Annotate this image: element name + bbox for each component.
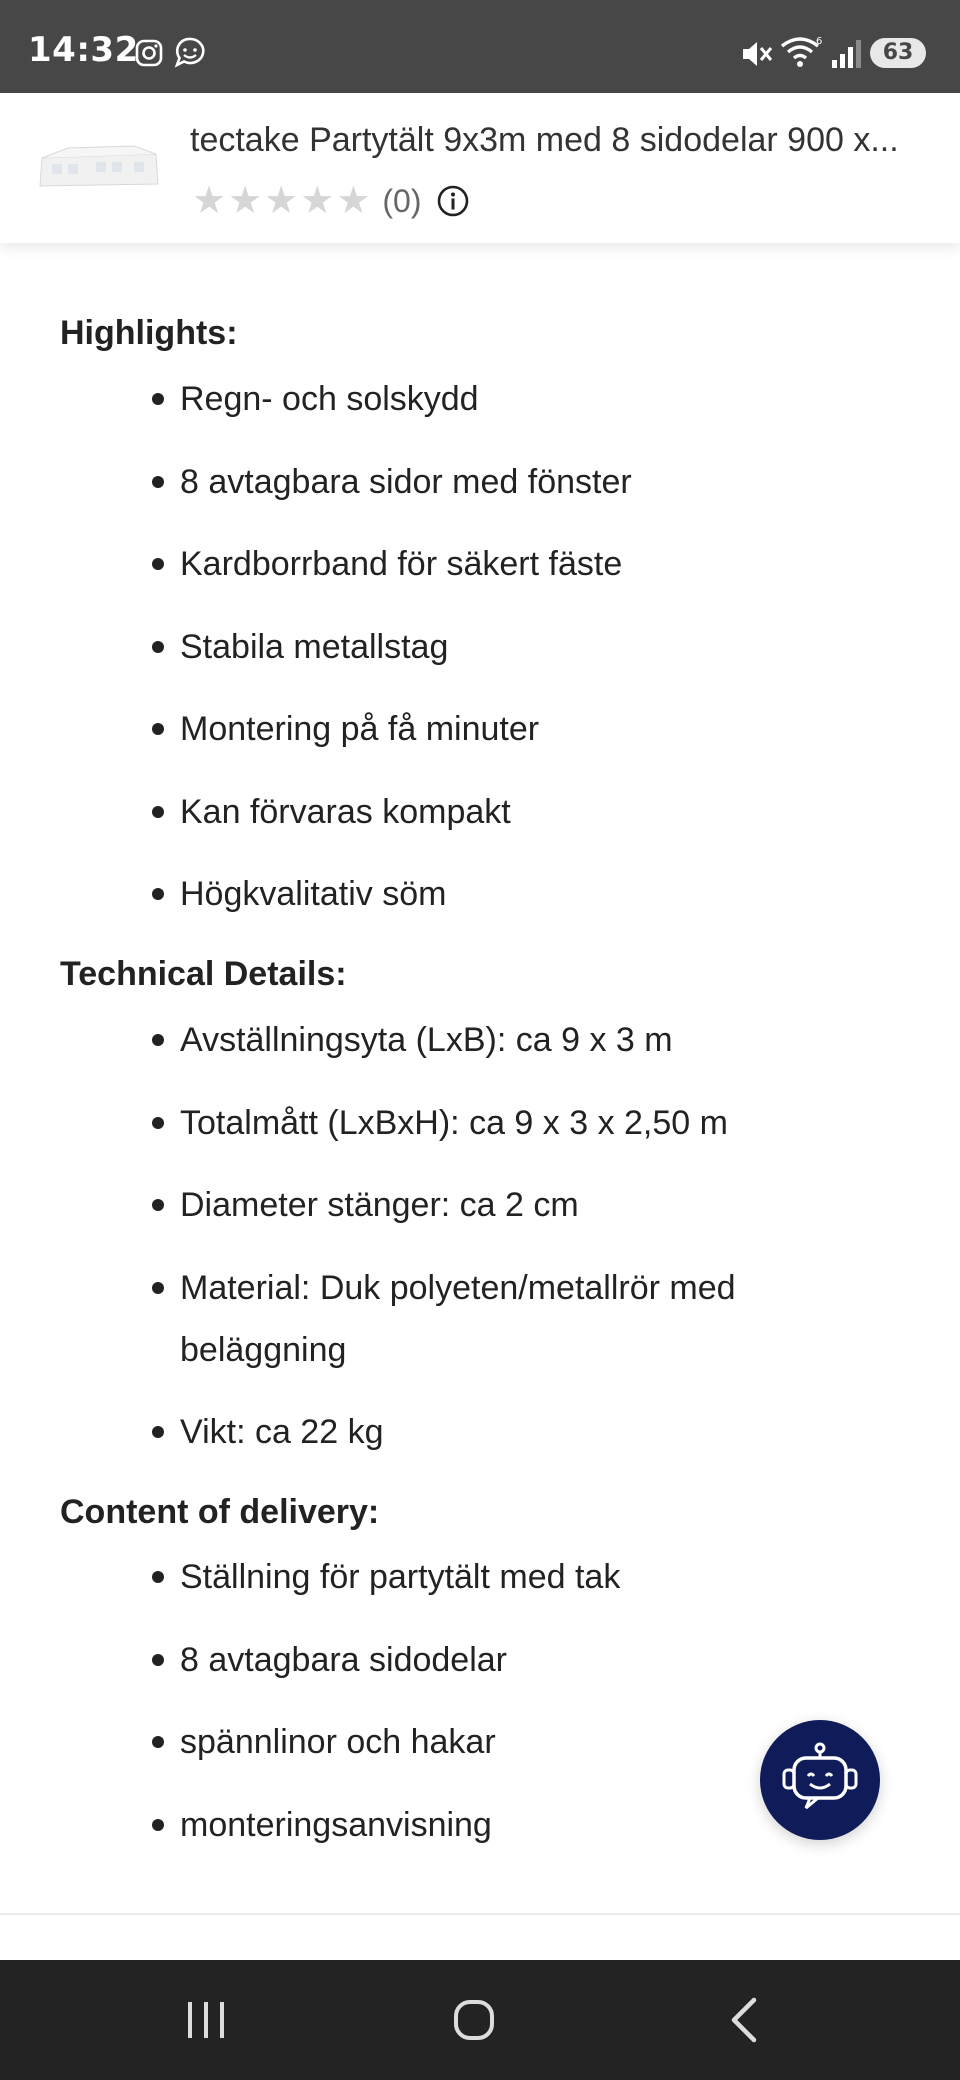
list-item: Avställningsyta (LxB): ca 9 x 3 m (180, 1021, 673, 1059)
list-item: Regn- och solskydd (180, 380, 479, 418)
wifi-icon (780, 34, 824, 70)
info-icon[interactable] (436, 184, 470, 218)
star-icon: ★ (336, 180, 371, 222)
section-heading-highlights: Highlights: (60, 314, 238, 352)
bullet-dot (152, 1654, 164, 1666)
section-heading-technical-details: Technical Details: (60, 955, 347, 993)
chat-assistant-button[interactable] (760, 1720, 880, 1840)
list-item: Kan förvaras kompakt (180, 793, 511, 831)
bullet-dot (152, 1034, 164, 1046)
recent-apps-button[interactable] (146, 1960, 266, 2080)
back-button[interactable] (684, 1960, 804, 2080)
list-item: Material: Duk polyeten/metallrör med beläggning (180, 1269, 736, 1369)
list-item: Vikt: ca 22 kg (180, 1413, 384, 1451)
product-thumbnail[interactable] (38, 140, 160, 190)
bullet-dot (152, 723, 164, 735)
status-time: 14:32 (28, 30, 139, 70)
rating-row[interactable] (192, 179, 470, 223)
signal-icon (830, 38, 864, 70)
system-nav-bar (0, 1960, 960, 2080)
product-header[interactable] (0, 93, 960, 243)
bullet-dot (152, 1426, 164, 1438)
list-item: Ställning för partytält med tak (180, 1558, 621, 1596)
instagram-icon (134, 38, 164, 68)
bullet-dot (152, 1819, 164, 1831)
bullet-dot (152, 1199, 164, 1211)
bullet-dot (152, 1117, 164, 1129)
status-bar (0, 0, 960, 93)
rating-count: (0) (382, 182, 422, 219)
bullet-dot (152, 888, 164, 900)
star-icon: ★ (192, 180, 227, 222)
product-title[interactable]: tectake Partytält 9x3m med 8 sidodelar 900 x... (190, 121, 899, 159)
list-item: Högkvalitativ söm (180, 875, 447, 913)
svg-text:6: 6 (816, 36, 823, 47)
battery-icon: 63 (870, 38, 926, 68)
list-item: 8 avtagbara sidor med fönster (180, 463, 632, 501)
star-icon: ★ (228, 180, 263, 222)
home-button[interactable] (414, 1960, 534, 2080)
bullet-dot (152, 1282, 164, 1294)
list-item: monteringsanvisning (180, 1806, 492, 1844)
list-item: 8 avtagbara sidodelar (180, 1641, 508, 1679)
robot-icon (760, 1720, 880, 1840)
mute-icon (740, 38, 774, 70)
divider (0, 1913, 960, 1915)
bullet-dot (152, 806, 164, 818)
section-heading-content-of-delivery: Content of delivery: (60, 1493, 380, 1531)
list-item: Diameter stänger: ca 2 cm (180, 1186, 579, 1224)
star-icon: ★ (300, 180, 335, 222)
bullet-dot (152, 393, 164, 405)
list-item: Montering på få minuter (180, 710, 540, 748)
bullet-dot (152, 558, 164, 570)
chat-bubble-icon (172, 35, 208, 71)
list-item: Totalmått (LxBxH): ca 9 x 3 x 2,50 m (180, 1104, 728, 1142)
bullet-dot (152, 1571, 164, 1583)
list-item: spännlinor och hakar (180, 1723, 496, 1761)
bullet-dot (152, 1736, 164, 1748)
star-icon: ★ (264, 180, 299, 222)
bullet-dot (152, 641, 164, 653)
list-item: Stabila metallstag (180, 628, 449, 666)
list-item: Kardborrband för säkert fäste (180, 545, 623, 583)
bullet-dot (152, 476, 164, 488)
